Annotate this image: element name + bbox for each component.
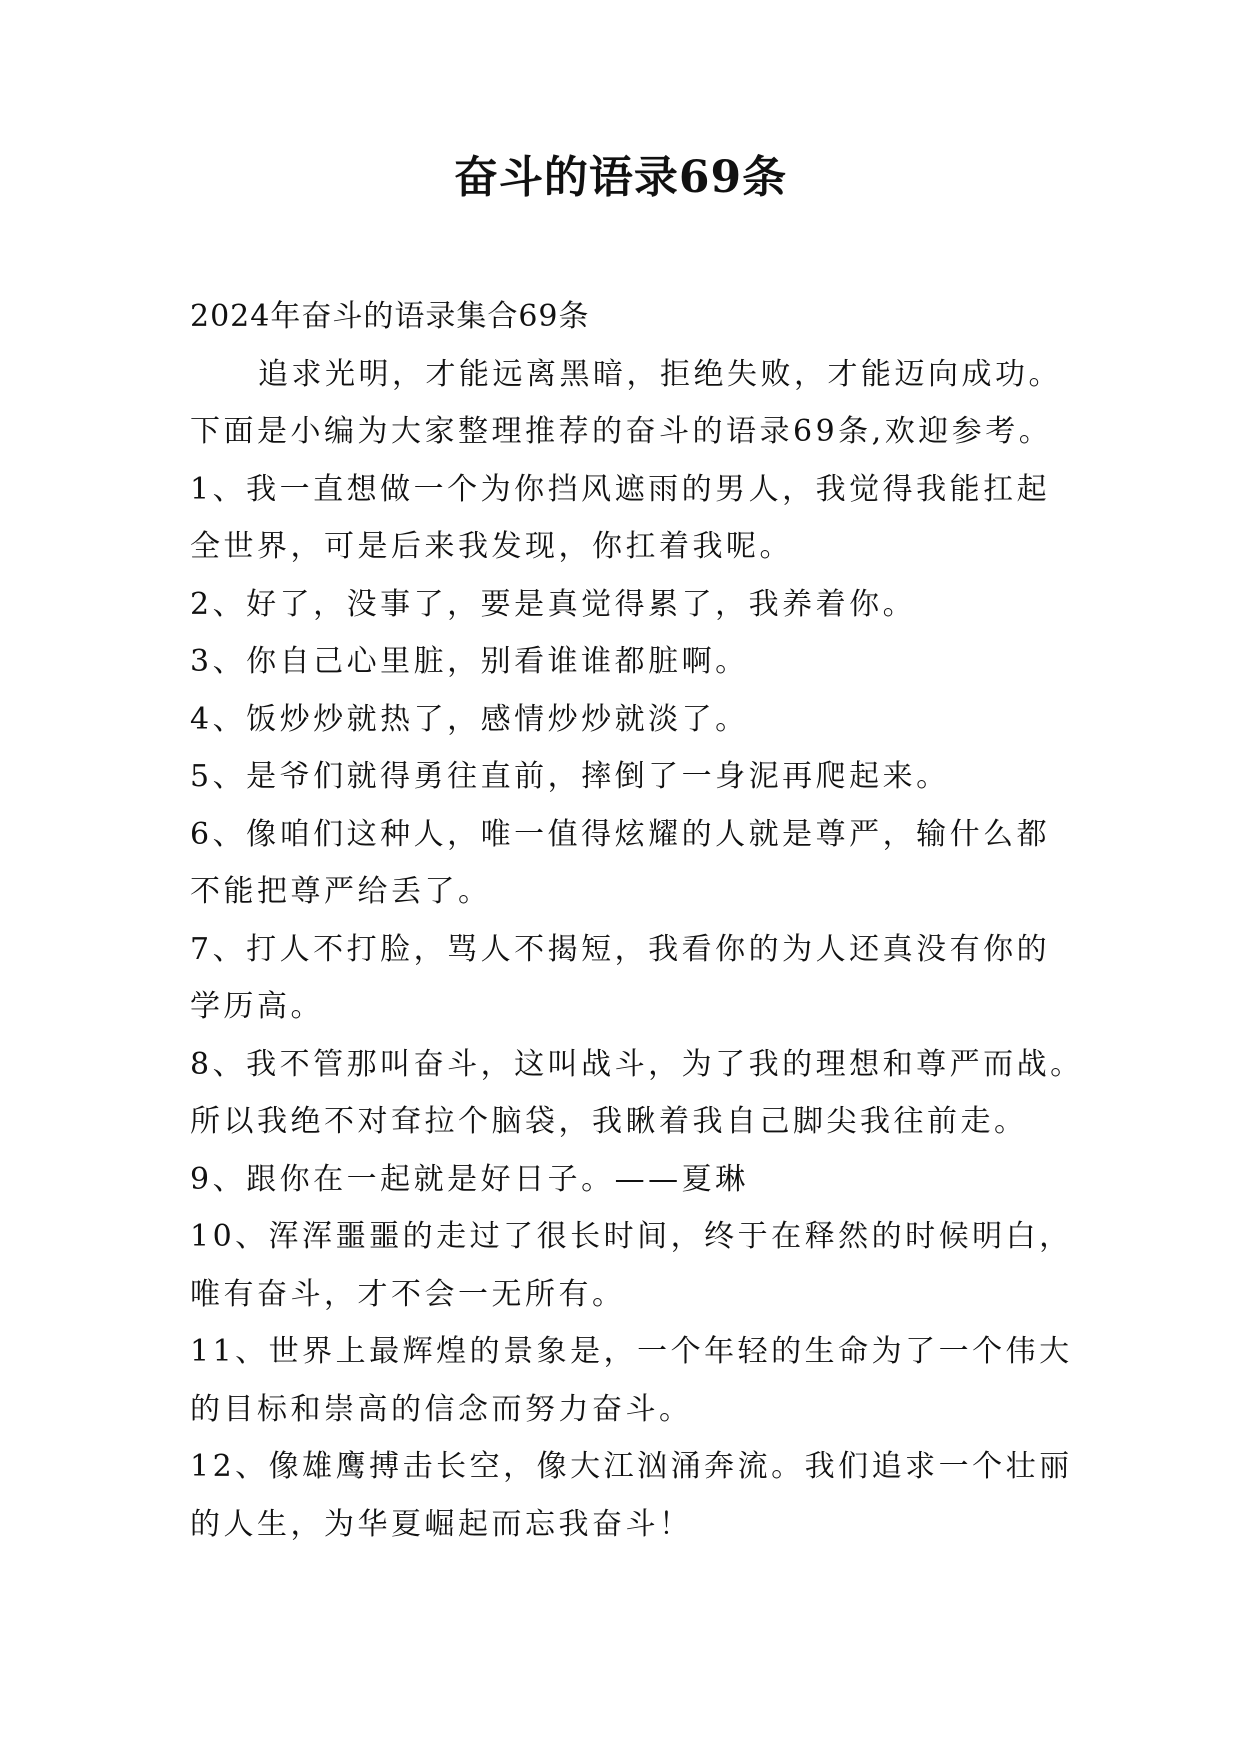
quote-10-line-1: 10、浑浑噩噩的走过了很长时间，终于在释然的时候明白， — [190, 1219, 1073, 1254]
quote-11-line-1: 11、世界上最辉煌的景象是，一个年轻的生命为了一个伟大 — [190, 1334, 1073, 1369]
quote-10-line-2: 唯有奋斗，才不会一无所有。 — [190, 1276, 626, 1312]
quote-7-line-1: 7、打人不打脸，骂人不揭短，我看你的为人还真没有你的 — [190, 931, 1051, 967]
quote-4: 4、饭炒炒就热了，感情炒炒就淡了。 — [190, 701, 749, 737]
quote-11-line-2: 的目标和崇高的信念而努力奋斗。 — [190, 1391, 693, 1427]
subtitle-line: 2024年奋斗的语录集合69条 — [190, 299, 590, 334]
quote-12-line-1: 12、像雄鹰搏击长空，像大江汹涌奔流。我们追求一个壮丽 — [190, 1449, 1073, 1484]
quote-1-line-2: 全世界，可是后来我发现，你扛着我呢。 — [190, 529, 793, 564]
intro-line-2: 下面是小编为大家整理推荐的奋斗的语录69条,欢迎参考。 — [190, 414, 1053, 449]
quote-8-line-1: 8、我不管那叫奋斗，这叫战斗，为了我的理想和尊严而战。 — [190, 1046, 1084, 1082]
quote-12-line-2: 的人生，为华夏崛起而忘我奋斗！ — [190, 1506, 693, 1542]
quote-5: 5、是爷们就得勇往直前，摔倒了一身泥再爬起来。 — [190, 759, 950, 794]
document-body — [190, 288, 1084, 1553]
quote-7-line-2: 学历高。 — [190, 989, 324, 1024]
quote-6-line-2: 不能把尊严给丢了。 — [190, 874, 492, 909]
quote-6-line-1: 6、像咱们这种人，唯一值得炫耀的人就是尊严，输什么都 — [190, 816, 1051, 852]
quote-3: 3、你自己心里脏，别看谁谁都脏啊。 — [190, 644, 749, 679]
quote-8-line-2: 所以我绝不对耷拉个脑袋，我瞅着我自己脚尖我往前走。 — [190, 1104, 1028, 1139]
intro-line-1: 追求光明，才能远离黑暗，拒绝失败，才能迈向成功。 — [258, 356, 1062, 392]
quote-9: 9、跟你在一起就是好日子。——夏琳 — [190, 1161, 749, 1197]
document-title: 奋斗的语录69条 — [453, 152, 788, 203]
quote-1-line-1: 1、我一直想做一个为你挡风遮雨的男人，我觉得我能扛起 — [190, 471, 1051, 507]
quote-2: 2、好了，没事了，要是真觉得累了，我养着你。 — [190, 586, 917, 622]
